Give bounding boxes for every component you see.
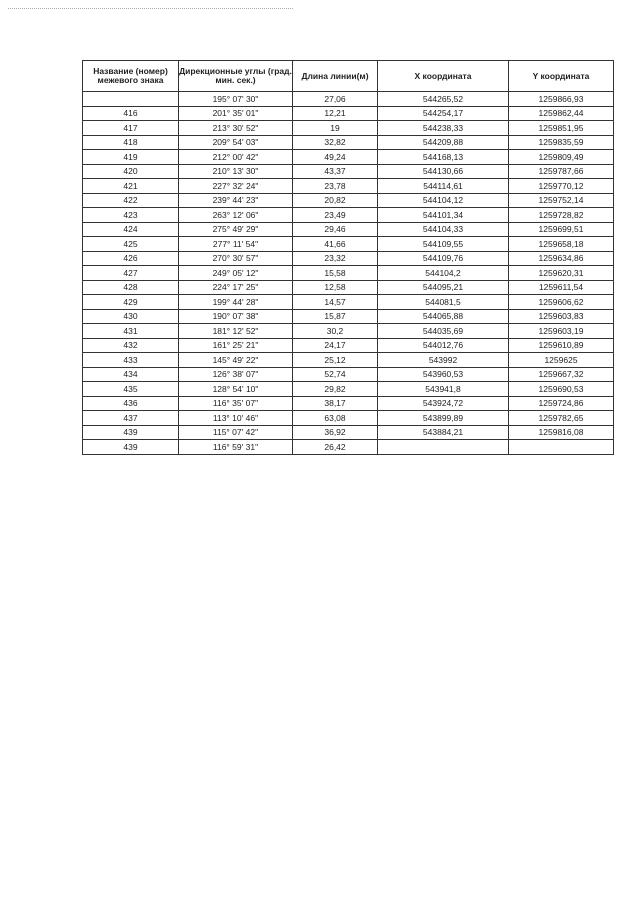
segment-row: [83, 121, 614, 136]
segment-row: [83, 179, 614, 194]
line-length: 32,82: [293, 135, 378, 150]
segment-row: [83, 150, 614, 165]
y-coordinate: 1259603,19: [509, 324, 614, 339]
line-length: 29,82: [293, 382, 378, 397]
point-name-cell: 421: [83, 179, 179, 194]
x-coordinate: 544109,76: [378, 251, 509, 266]
x-coordinate: 543884,21: [378, 425, 509, 440]
x-coordinate: 544104,2: [378, 266, 509, 281]
y-coordinate: 1259782,65: [509, 411, 614, 426]
segment-row: [83, 367, 614, 382]
y-coordinate: 1259816,08: [509, 425, 614, 440]
y-coordinate: 1259658,18: [509, 237, 614, 252]
direction-angle: 199° 44' 28": [179, 295, 293, 310]
segment-row: [83, 208, 614, 223]
point-name-cell: 420: [83, 164, 179, 179]
line-length: 25,12: [293, 353, 378, 368]
point-name-cell: 419: [83, 150, 179, 165]
direction-angle: 227° 32' 24": [179, 179, 293, 194]
segment-row: [83, 425, 614, 440]
direction-angle: 209° 54' 03": [179, 135, 293, 150]
line-length: 12,58: [293, 280, 378, 295]
direction-angle: 249° 05' 12": [179, 266, 293, 281]
segment-row: [83, 338, 614, 353]
x-coordinate: 544254,17: [378, 106, 509, 121]
line-length: 29,46: [293, 222, 378, 237]
segment-row: [83, 309, 614, 324]
x-coordinate: 544109,55: [378, 237, 509, 252]
segment-row: [83, 92, 614, 107]
direction-angle: 224° 17' 25": [179, 280, 293, 295]
line-length: 52,74: [293, 367, 378, 382]
line-length: 30,2: [293, 324, 378, 339]
point-name-cell: 422: [83, 193, 179, 208]
direction-angle: 239° 44' 23": [179, 193, 293, 208]
line-length: 24,17: [293, 338, 378, 353]
x-coordinate: 544238,33: [378, 121, 509, 136]
y-coordinate: 1259862,44: [509, 106, 614, 121]
line-length: 36,92: [293, 425, 378, 440]
point-name-cell: 430: [83, 309, 179, 324]
segment-row: [83, 411, 614, 426]
line-length: 63,08: [293, 411, 378, 426]
segment-row: [83, 324, 614, 339]
y-coordinate: 1259690,53: [509, 382, 614, 397]
y-coordinate: 1259851,95: [509, 121, 614, 136]
segment-row: [83, 237, 614, 252]
point-name-cell: 425: [83, 237, 179, 252]
segment-row: [83, 396, 614, 411]
direction-angle: 145° 49' 22": [179, 353, 293, 368]
point-name-cell: 423: [83, 208, 179, 223]
x-coordinate: [378, 440, 509, 455]
point-name-cell: 436: [83, 396, 179, 411]
line-length: 23,49: [293, 208, 378, 223]
line-length: 23,32: [293, 251, 378, 266]
direction-angle: 116° 59' 31": [179, 440, 293, 455]
direction-angle: 128° 54' 10": [179, 382, 293, 397]
x-coordinate: 543960,53: [378, 367, 509, 382]
y-coordinate: 1259634,86: [509, 251, 614, 266]
line-length: 14,57: [293, 295, 378, 310]
direction-angle: 201° 35' 01": [179, 106, 293, 121]
x-coordinate: 544104,12: [378, 193, 509, 208]
table-header-row: [83, 61, 614, 92]
line-length: 23,78: [293, 179, 378, 194]
x-coordinate: 544101,34: [378, 208, 509, 223]
x-coordinate: 544265,52: [378, 92, 509, 107]
y-coordinate: [509, 440, 614, 455]
line-length: 19: [293, 121, 378, 136]
y-coordinate: 1259728,82: [509, 208, 614, 223]
direction-angle: 190° 07' 38": [179, 309, 293, 324]
y-coordinate: 1259610,89: [509, 338, 614, 353]
y-coordinate: 1259699,51: [509, 222, 614, 237]
line-length: 15,87: [293, 309, 378, 324]
y-coordinate: 1259606,62: [509, 295, 614, 310]
point-name-cell: 426: [83, 251, 179, 266]
y-coordinate: 1259752,14: [509, 193, 614, 208]
y-coordinate: 1259866,93: [509, 92, 614, 107]
x-coordinate: 544065,88: [378, 309, 509, 324]
direction-angle: 115° 07' 42": [179, 425, 293, 440]
x-coordinate: 544012,76: [378, 338, 509, 353]
x-coordinate: 544168,13: [378, 150, 509, 165]
point-name-cell: 431: [83, 324, 179, 339]
x-coordinate: 544081,5: [378, 295, 509, 310]
segment-row: [83, 440, 614, 455]
point-name-cell: 432: [83, 338, 179, 353]
direction-angle: 270° 30' 57": [179, 251, 293, 266]
line-length: 12,21: [293, 106, 378, 121]
y-coordinate: 1259625: [509, 353, 614, 368]
point-name-cell: 428: [83, 280, 179, 295]
line-length: 38,17: [293, 396, 378, 411]
header-x: X координата: [378, 61, 509, 92]
point-name-cell: 433: [83, 353, 179, 368]
x-coordinate: 544104,33: [378, 222, 509, 237]
point-name-cell: 434: [83, 367, 179, 382]
point-name-cell: 424: [83, 222, 179, 237]
line-length: 26,42: [293, 440, 378, 455]
direction-angle: 263° 12' 06": [179, 208, 293, 223]
line-length: 43,37: [293, 164, 378, 179]
y-coordinate: 1259611,54: [509, 280, 614, 295]
line-length: 41,66: [293, 237, 378, 252]
direction-angle: 181° 12' 52": [179, 324, 293, 339]
segment-row: [83, 382, 614, 397]
direction-angle: 113° 10' 46": [179, 411, 293, 426]
y-coordinate: 1259809,49: [509, 150, 614, 165]
direction-angle: 277° 11' 54": [179, 237, 293, 252]
line-length: 27,06: [293, 92, 378, 107]
line-length: 15,58: [293, 266, 378, 281]
direction-angle: 126° 38' 07": [179, 367, 293, 382]
header-name: Название (номер) межевого знака: [83, 61, 179, 92]
direction-angle: 210° 13' 30": [179, 164, 293, 179]
point-name-cell: 418: [83, 135, 179, 150]
y-coordinate: 1259770,12: [509, 179, 614, 194]
point-name-cell: 417: [83, 121, 179, 136]
segment-row: [83, 106, 614, 121]
y-coordinate: 1259787,66: [509, 164, 614, 179]
direction-angle: 275° 49' 29": [179, 222, 293, 237]
point-name-cell: 416: [83, 106, 179, 121]
point-name-cell: 437: [83, 411, 179, 426]
segment-row: [83, 251, 614, 266]
point-name-cell: 435: [83, 382, 179, 397]
x-coordinate: 543992: [378, 353, 509, 368]
header-y: Y координата: [509, 61, 614, 92]
segment-row: [83, 266, 614, 281]
direction-angle: 213° 30' 52": [179, 121, 293, 136]
x-coordinate: 544095,21: [378, 280, 509, 295]
direction-angle: 116° 35' 07": [179, 396, 293, 411]
line-length: 20,82: [293, 193, 378, 208]
y-coordinate: 1259835,59: [509, 135, 614, 150]
line-length: 49,24: [293, 150, 378, 165]
boundary-coordinates-table: [82, 60, 614, 455]
y-coordinate: 1259667,32: [509, 367, 614, 382]
header-length: Длина линии(м): [293, 61, 378, 92]
x-coordinate: 544114,61: [378, 179, 509, 194]
x-coordinate: 543941,8: [378, 382, 509, 397]
x-coordinate: 543924,72: [378, 396, 509, 411]
point-name-cell: 429: [83, 295, 179, 310]
y-coordinate: 1259620,31: [509, 266, 614, 281]
header-angle: Дирекционные углы (град. мин. сек.): [179, 61, 293, 92]
direction-angle: 212° 00' 42": [179, 150, 293, 165]
direction-angle: 161° 25' 21": [179, 338, 293, 353]
point-name-cell: 427: [83, 266, 179, 281]
segment-row: [83, 135, 614, 150]
x-coordinate: 544130,66: [378, 164, 509, 179]
x-coordinate: 544035,69: [378, 324, 509, 339]
x-coordinate: 544209,88: [378, 135, 509, 150]
x-coordinate: 543899,89: [378, 411, 509, 426]
segment-row: [83, 193, 614, 208]
y-coordinate: 1259603,83: [509, 309, 614, 324]
point-name-cell: 439: [83, 425, 179, 440]
segment-row: [83, 295, 614, 310]
scan-top-line: [8, 8, 293, 9]
point-name-cell: 439: [83, 440, 179, 455]
point-name-cell: [83, 92, 179, 107]
direction-angle: 195° 07' 30": [179, 92, 293, 107]
segment-row: [83, 353, 614, 368]
segment-row: [83, 280, 614, 295]
segment-row: [83, 164, 614, 179]
y-coordinate: 1259724,86: [509, 396, 614, 411]
segment-row: [83, 222, 614, 237]
